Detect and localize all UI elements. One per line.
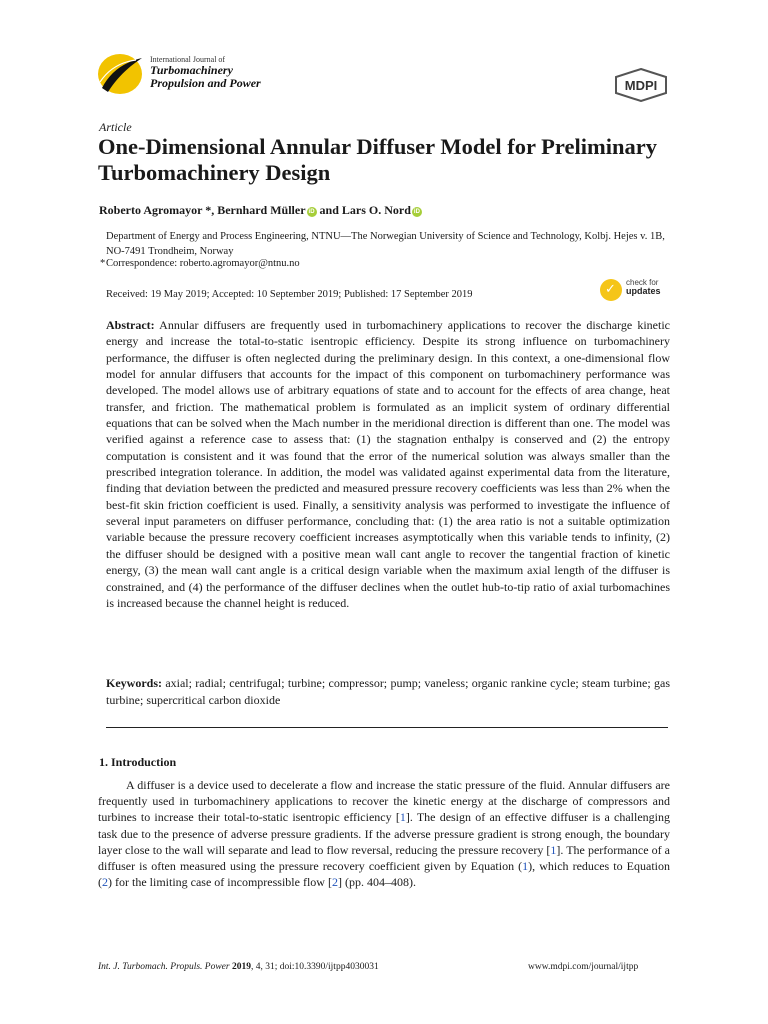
check-updates-line1: check for — [626, 278, 659, 287]
mdpi-logo-icon — [612, 68, 670, 102]
intro-text: ), which reduces to Equation ( — [98, 859, 671, 890]
equation-link[interactable]: 1 — [522, 859, 529, 874]
intro-paragraph — [98, 777, 670, 890]
article-type-label: Article — [99, 120, 132, 134]
journal-logo-icon — [96, 52, 144, 96]
author-list — [99, 203, 422, 218]
intro-text: ] (pp. 404–408). — [337, 875, 416, 890]
abstract-label: Abstract: — [106, 318, 155, 332]
citation-link[interactable]: 2 — [331, 875, 338, 890]
abstract — [106, 317, 670, 611]
check-updates-line2: updates — [626, 286, 661, 296]
footer-year: 2019 — [231, 962, 251, 972]
publication-dates: Received: 19 May 2019; Accepted: 10 September 2019; Published: 17 September 2019 — [106, 289, 473, 300]
orcid-icon[interactable]: iD — [413, 209, 420, 215]
correspondence-text[interactable]: Correspondence: roberto.agromayor@ntnu.no — [106, 258, 300, 269]
footer-citation — [98, 962, 379, 972]
intro-text: ]. The design of an effective diffuser is a challenging task due to the presence of adverse pressure gradients. If the adverse pressure gradient is strong enough, the boundary layer close to the wall will separate and lead to flow reversal, reducing the pressure recovery [ — [98, 810, 670, 857]
mdpi-logo-text: MDPI — [624, 78, 658, 93]
check-circle-icon: ✓ — [600, 279, 622, 301]
correspondence — [100, 258, 300, 269]
affiliation-text: Department of Energy and Process Engineering, NTNU—The Norwegian University of Science and Technology, Kolbj. Hejes v. 1B, NO-7491 Trondheim, Norway — [106, 231, 665, 257]
author-3[interactable]: Lars O. Nord — [341, 203, 411, 217]
abstract-text: Annular diffusers are frequently used in turbomachinery applications to recover the discharge kinetic energy and increase the total-to-static isentropic efficiency. Despite its strong influence on turbomachinery performance, the diffuser is often neglected during the preliminary design. In this context, a one-dimensional flow model for annular diffusers that accounts for the impact of this component on turbomachinery performance was developed. The model allows use of arbitrary equations of state and to account for the effects of area change, heat transfer, and friction. The mathematical problem is formulated as an implicit system of ordinary differential equations that can be solved when the Mach number in the meridional direction is different than one. The model was verified against a reference case to assess that: (1) the stagnation enthalpy is conserved and (2) the entropy computation is consistent and it was found that the error of the numerical solution was always smaller than the prescribed integration tolerance. In addition, the model was validated against experimental data from the literature, finding that deviation between the predicted and measured pressure recovery coefficients was less than 2% when the best-fit skin friction coefficient is used. Finally, a sensitivity analysis was performed to investigate the influence of several input parameters on diffuser performance, concluding that: (1) the area ratio is not a suitable optimization variable because the pressure recovery coefficient increases asymptotically when this variable tends to infinity, (2) the diffuser should be designed with a positive mean wall cant angle to recover the tangential fraction of kinetic energy, (3) the mean wall cant angle is a critical design variable when the maximum axial length of the diffuser is constrained, and (4) the performance of the diffuser declines when the outlet hub-to-tip ratio of axial turbomachines is increased because the channel height is reduced. — [106, 318, 670, 610]
intro-text: ) for the limiting case of incompressible flow [ — [108, 875, 332, 890]
section-heading: 1. Introduction — [99, 755, 177, 769]
citation-link[interactable]: 1 — [399, 810, 406, 825]
keywords-label: Keywords: — [106, 676, 162, 690]
journal-name-line2: Propulsion and Power — [150, 75, 261, 90]
keywords-text: axial; radial; centrifugal; turbine; compressor; pump; vaneless; organic rankine cycle; steam turbine; gas turbine; supercritical carbon dioxide — [106, 676, 670, 707]
author-2[interactable]: Bernhard Müller — [217, 203, 306, 217]
correspondence-marker: * — [100, 258, 106, 269]
equation-link[interactable]: 2 — [102, 875, 108, 890]
footer-journal-url[interactable]: www.mdpi.com/journal/ijtpp — [528, 962, 639, 972]
footer-journal-abbrev: Int. J. Turbomach. Propuls. Power — [98, 962, 230, 972]
check-for-updates-button[interactable] — [600, 277, 680, 307]
author-separator: and — [319, 203, 339, 217]
journal-name — [150, 56, 261, 90]
journal-name-prefix: International Journal of — [150, 55, 226, 64]
intro-text: A diffuser is a device used to decelerate a flow and increase the static pressure of the fluid. Annular diffusers are frequently used in turbomachinery applications to recover the kinetic energy at the discharge of compressors and turbines to increase their total-to-static isentropic efficiency [ — [98, 778, 670, 825]
journal-name-line1: Turbomachinery — [150, 63, 233, 78]
section-divider — [106, 727, 668, 728]
footer-volume-doi[interactable]: , 4, 31; doi:10.3390/ijtpp4030031 — [250, 962, 379, 972]
paper-title: One-Dimensional Annular Diffuser Model for Preliminary Turbomachinery Design — [98, 134, 657, 185]
keywords — [106, 675, 670, 709]
citation-link[interactable]: 1 — [550, 842, 557, 857]
author-1: Roberto Agromayor *, — [99, 203, 215, 217]
affiliation — [106, 229, 674, 259]
intro-text: ]. The performance of a diffuser is often measured using the pressure recovery coefficient given by Equation ( — [98, 842, 671, 874]
orcid-icon[interactable]: iD — [308, 209, 315, 215]
